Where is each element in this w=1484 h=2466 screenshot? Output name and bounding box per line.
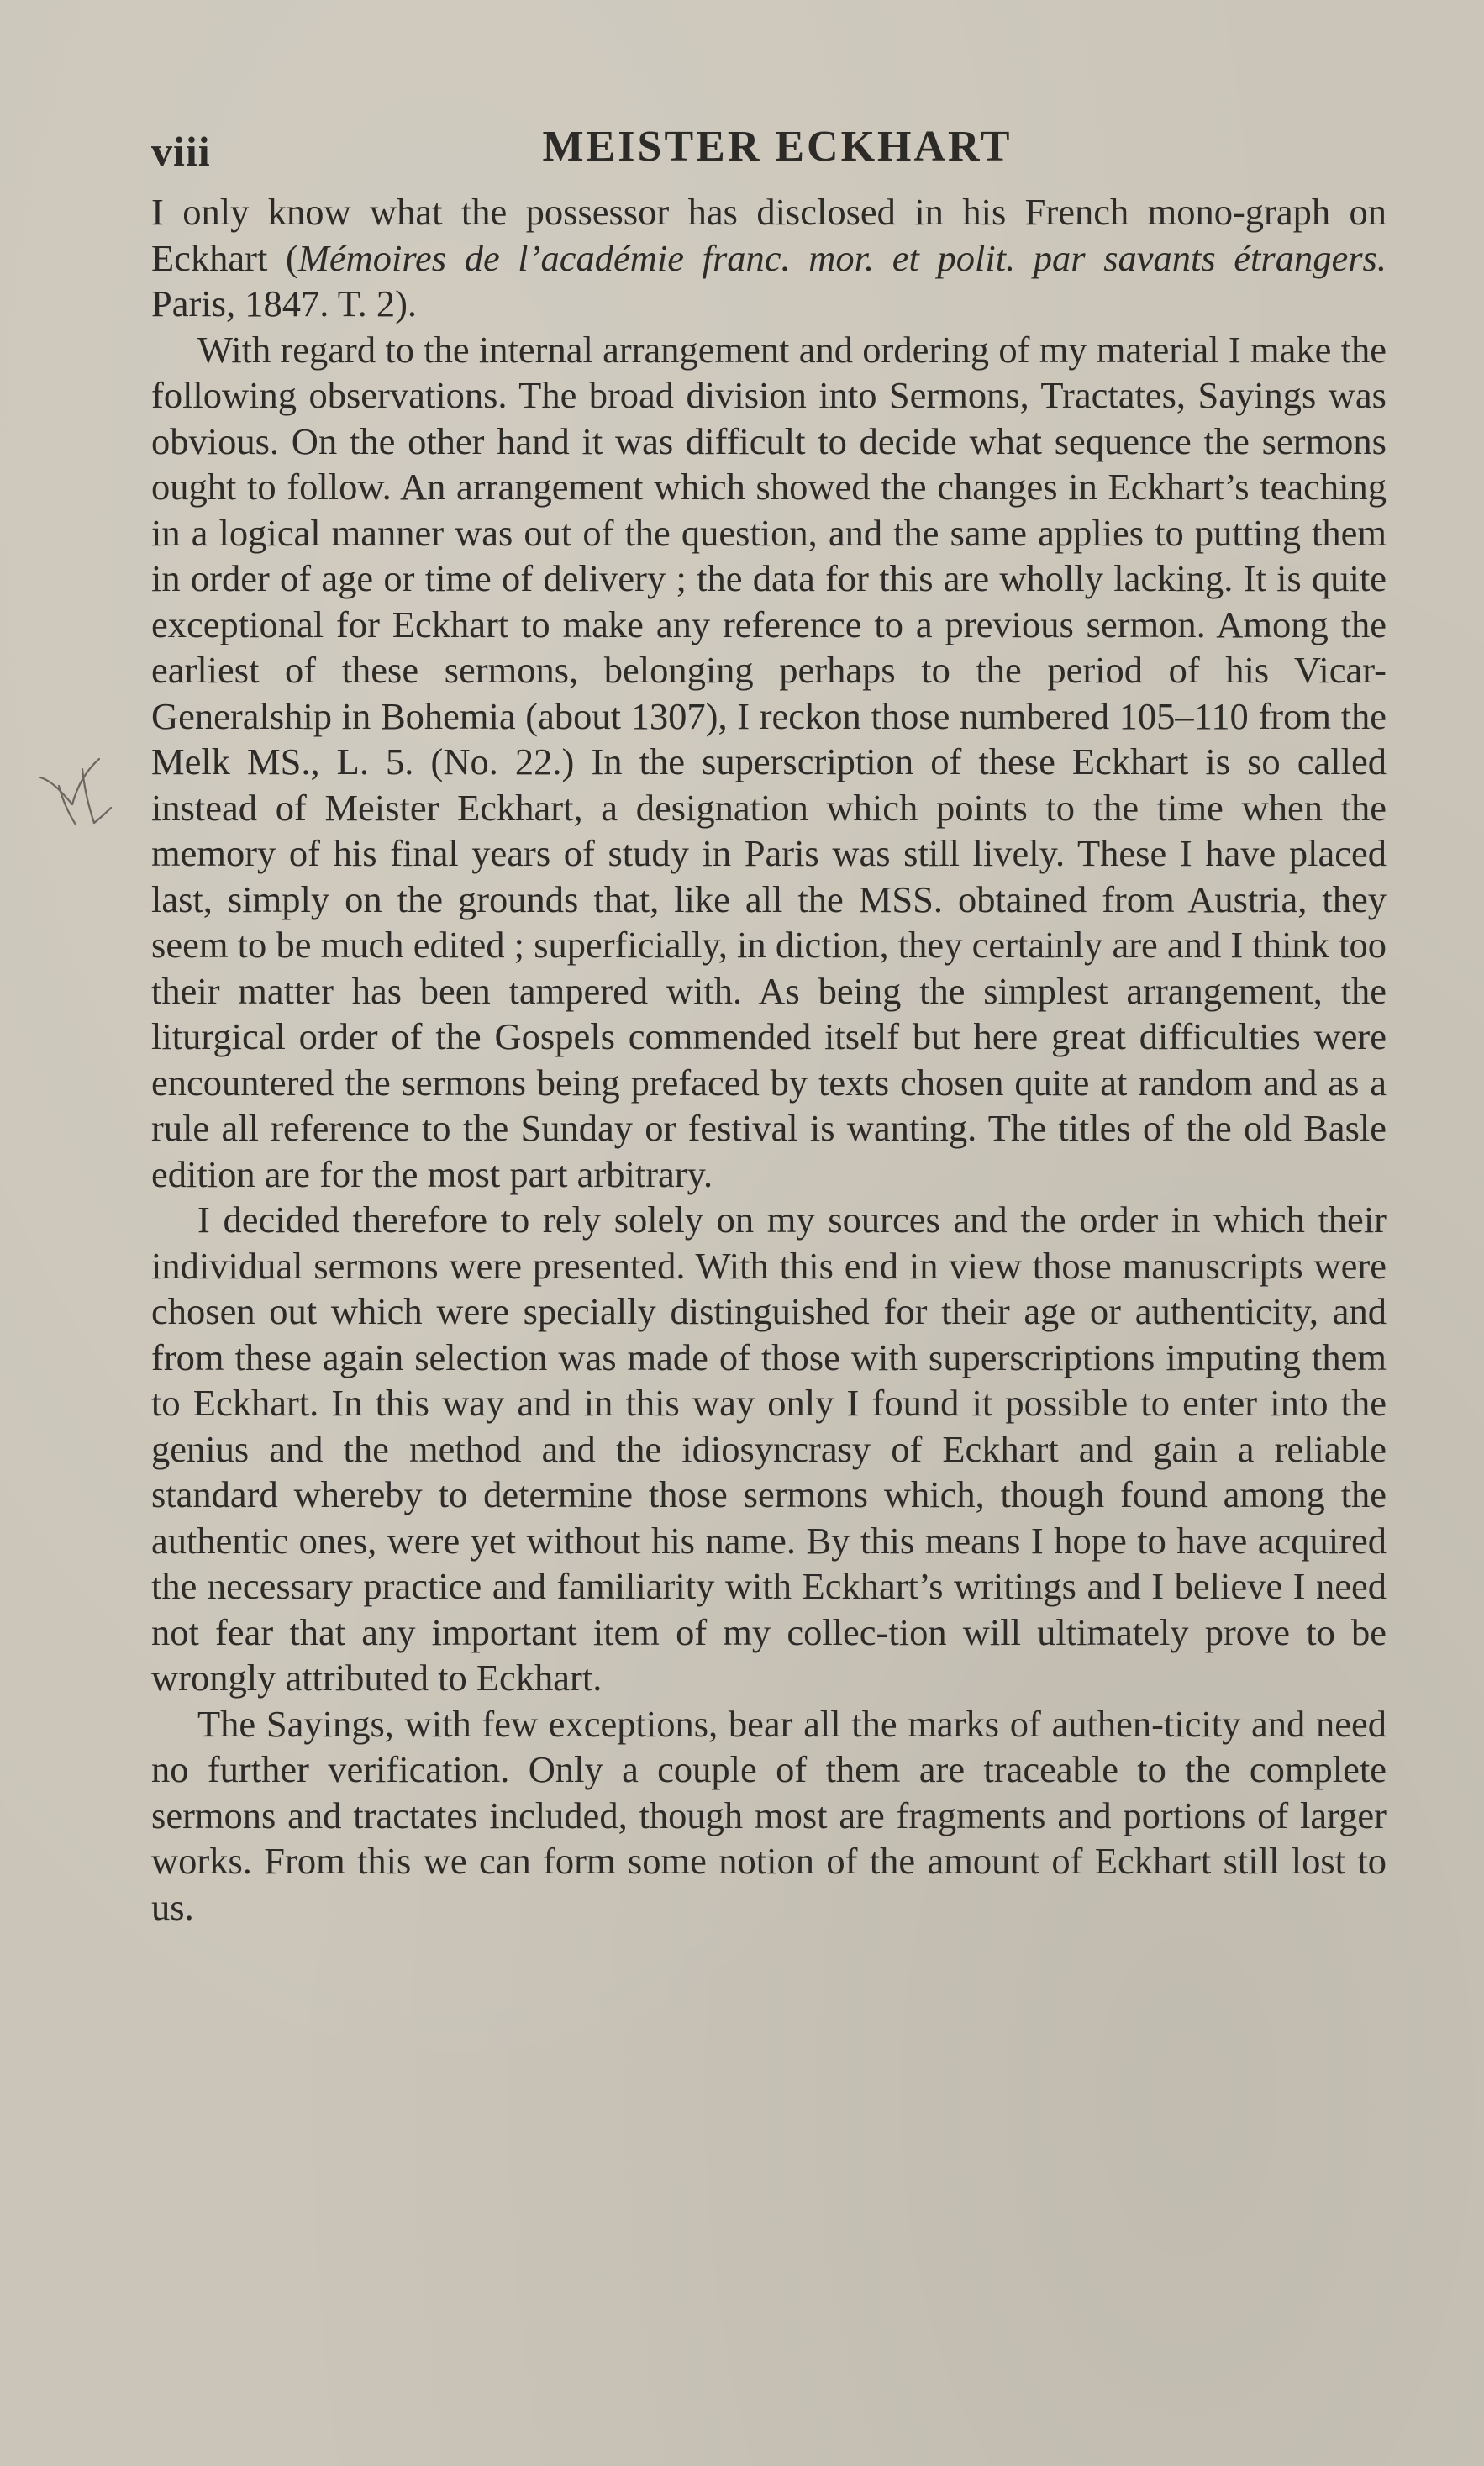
page-number: viii xyxy=(151,128,211,175)
paragraph xyxy=(151,1197,1387,1701)
running-title: MEISTER ECKHART xyxy=(542,123,1013,171)
book-page xyxy=(151,122,1387,1930)
italic-citation: Mémoires de l’académie franc. mor. et polit. par savants étrangers. xyxy=(297,236,1387,279)
text-segment: I only know what the possessor has disclosed in his French mono-graph on Eckhart ( xyxy=(151,191,1387,279)
paragraph xyxy=(151,327,1387,1198)
text-segment: I decided therefore to rely solely on my sources and the order in which their individual sermons were presented. With this end in view those manuscripts were chosen out which were specially distinguished for their age or authenticity, and from these again selection was made of those with superscriptions imputing them to Eckhart. In this way and in this way only I found it possible to enter into the genius and the method and the idiosyncrasy of Eckhart and gain a reliable standard whereby to determine those sermons which, though found among the authentic ones, were yet without his name. By this means I hope to have acquired the necessary practice and familiarity with Eckhart’s writings and I believe I need not fear that any important item of my collec-tion will ultimately prove to be wrongly attributed to Eckhart. xyxy=(151,1199,1387,1699)
text-segment: With regard to the internal arrangement and ordering of my material I make the following observations. The broad division into Sermons, Tractates, Sayings was obvious. On the other hand it was difficult to decide what sequence the sermons ought to follow. An arrangement which showed the changes in Eckhart’s teaching in a logical manner was out of the question, and the same applies to putting them in order of age or time of delivery ; the data for this are wholly lacking. It is quite exceptional for Eckhart to make any reference to a previous sermon. Among the earliest of these sermons, belonging perhaps to the period of his Vicar-Generalship in Bohemia (about 1307), I reckon those numbered 105–110 from the Melk MS., L. 5. (No. 22.) In the superscription of these Eckhart is so called instead of Meister Eckhart, a designation which points to the time when the memory of his final years of study in Paris was still lively. These I have placed last, simply on the grounds that, like all the MSS. obtained from Austria, they seem to be much edited ; superficially, in diction, they certainly are and I think too their matter has been tampered with. As being the simplest arrangement, the liturgical order of the Gospels commended itself but here great difficulties were encountered the sermons being prefaced by texts chosen quite at random and as a rule all reference to the Sunday or festival is wanting. The titles of the old Basle edition are for the most part arbitrary. xyxy=(151,328,1387,1195)
running-head xyxy=(151,122,1387,189)
handwritten-pencil-mark-icon xyxy=(34,752,113,836)
text-segment: The Sayings, with few exceptions, bear all the marks of authen-ticity and need no further verification. Only a couple of them are traceable to the complete sermons and tractates included, though most are fragments and portions of larger works. From this we can form some notion of the amount of Eckhart still lost to us. xyxy=(151,1702,1387,1928)
body-text xyxy=(151,189,1387,1930)
paragraph xyxy=(151,1701,1387,1931)
text-segment: Paris, 1847. T. 2). xyxy=(151,282,418,324)
paragraph xyxy=(151,189,1387,327)
